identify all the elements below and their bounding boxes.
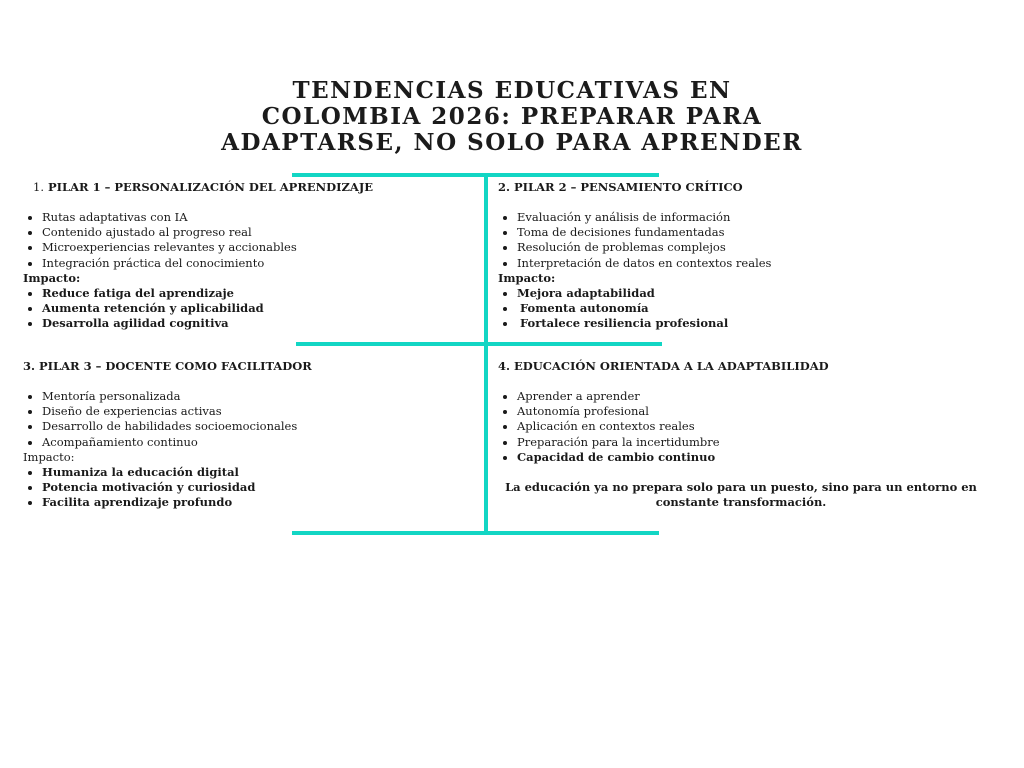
pillar-2-heading: 2. PILAR 2 – PENSAMIENTO CRÍTICO [498,180,743,194]
title-line: COLOMBIA 2026: PREPARAR PARA [261,103,763,130]
pillar-1-heading [23,180,478,195]
list-item: Evaluación y análisis de información [498,210,978,225]
list-item: Preparación para la incertidumbre [498,435,978,450]
list-item: Rutas adaptativas con IA [23,210,478,225]
impact-item: Facilita aprendizaje profundo [23,495,478,510]
impact-item: Reduce fatiga del aprendizaje [23,286,478,301]
pillar-1-impact-list [23,286,478,332]
pillar-1-heading-text: PILAR 1 – PERSONALIZACIÓN DEL APRENDIZAJE [48,180,374,194]
pillar-1-section [23,180,478,332]
pillar-3-heading: 3. PILAR 3 – DOCENTE COMO FACILITADOR [23,359,312,373]
pillar-4-heading: 4. EDUCACIÓN ORIENTADA A LA ADAPTABILIDAD [498,359,829,373]
title-line: TENDENCIAS EDUCATIVAS EN [292,77,732,104]
pillar-4-list [498,389,978,465]
list-item: Desarrollo de habilidades socioemocionales [23,419,478,434]
list-item: Autonomía profesional [498,404,978,419]
pillar-2-impact-list [498,286,978,332]
closing-line: constante transformación. [655,495,827,510]
list-item: Mentoría personalizada [23,389,478,404]
top-divider [292,173,659,177]
impact-item: Desarrolla agilidad cognitiva [23,316,478,331]
list-item: Aplicación en contextos reales [498,419,978,434]
pillar-1-impact-label: Impacto: [23,270,81,285]
bottom-divider [292,531,659,535]
closing-line: La educación ya no prepara solo para un puesto, sino para un entorno en [505,480,977,494]
middle-divider [296,342,662,346]
pillar-2-section [498,180,978,332]
pillar-1-list [23,210,478,271]
vertical-divider [484,173,488,535]
list-item: Toma de decisiones fundamentadas [498,225,978,240]
pillar-2-list [498,210,978,271]
list-item: Diseño de experiencias activas [23,404,478,419]
list-item: Capacidad de cambio continuo [498,450,978,465]
page-title [0,78,1024,156]
list-item: Contenido ajustado al progreso real [23,225,478,240]
pillar-3-impact-label: Impacto: [23,449,75,464]
list-item: Integración práctica del conocimiento [23,256,478,271]
pillar-3-section [23,359,478,511]
list-item: Interpretación de datos en contextos reales [498,256,978,271]
list-item: Acompañamiento continuo [23,435,478,450]
list-item: Microexperiencias relevantes y accionables [23,240,478,255]
list-item: Aprender a aprender [498,389,978,404]
impact-item: Aumenta retención y aplicabilidad [23,301,478,316]
title-line: ADAPTARSE, NO SOLO PARA APRENDER [221,129,803,156]
list-item: Resolución de problemas complejos [498,240,978,255]
closing-statement [498,480,984,510]
pillar-4-section [498,359,978,465]
impact-item: Fortalece resiliencia profesional [498,316,978,331]
impact-item: Mejora adaptabilidad [498,286,978,301]
pillar-3-impact-list [23,465,478,511]
impact-item: Humaniza la educación digital [23,465,478,480]
pillar-3-list [23,389,478,450]
impact-item: Potencia motivación y curiosidad [23,480,478,495]
pillar-2-impact-label: Impacto: [498,270,556,285]
pillar-1-number: 1. [33,180,44,194]
impact-item: Fomenta autonomía [498,301,978,316]
